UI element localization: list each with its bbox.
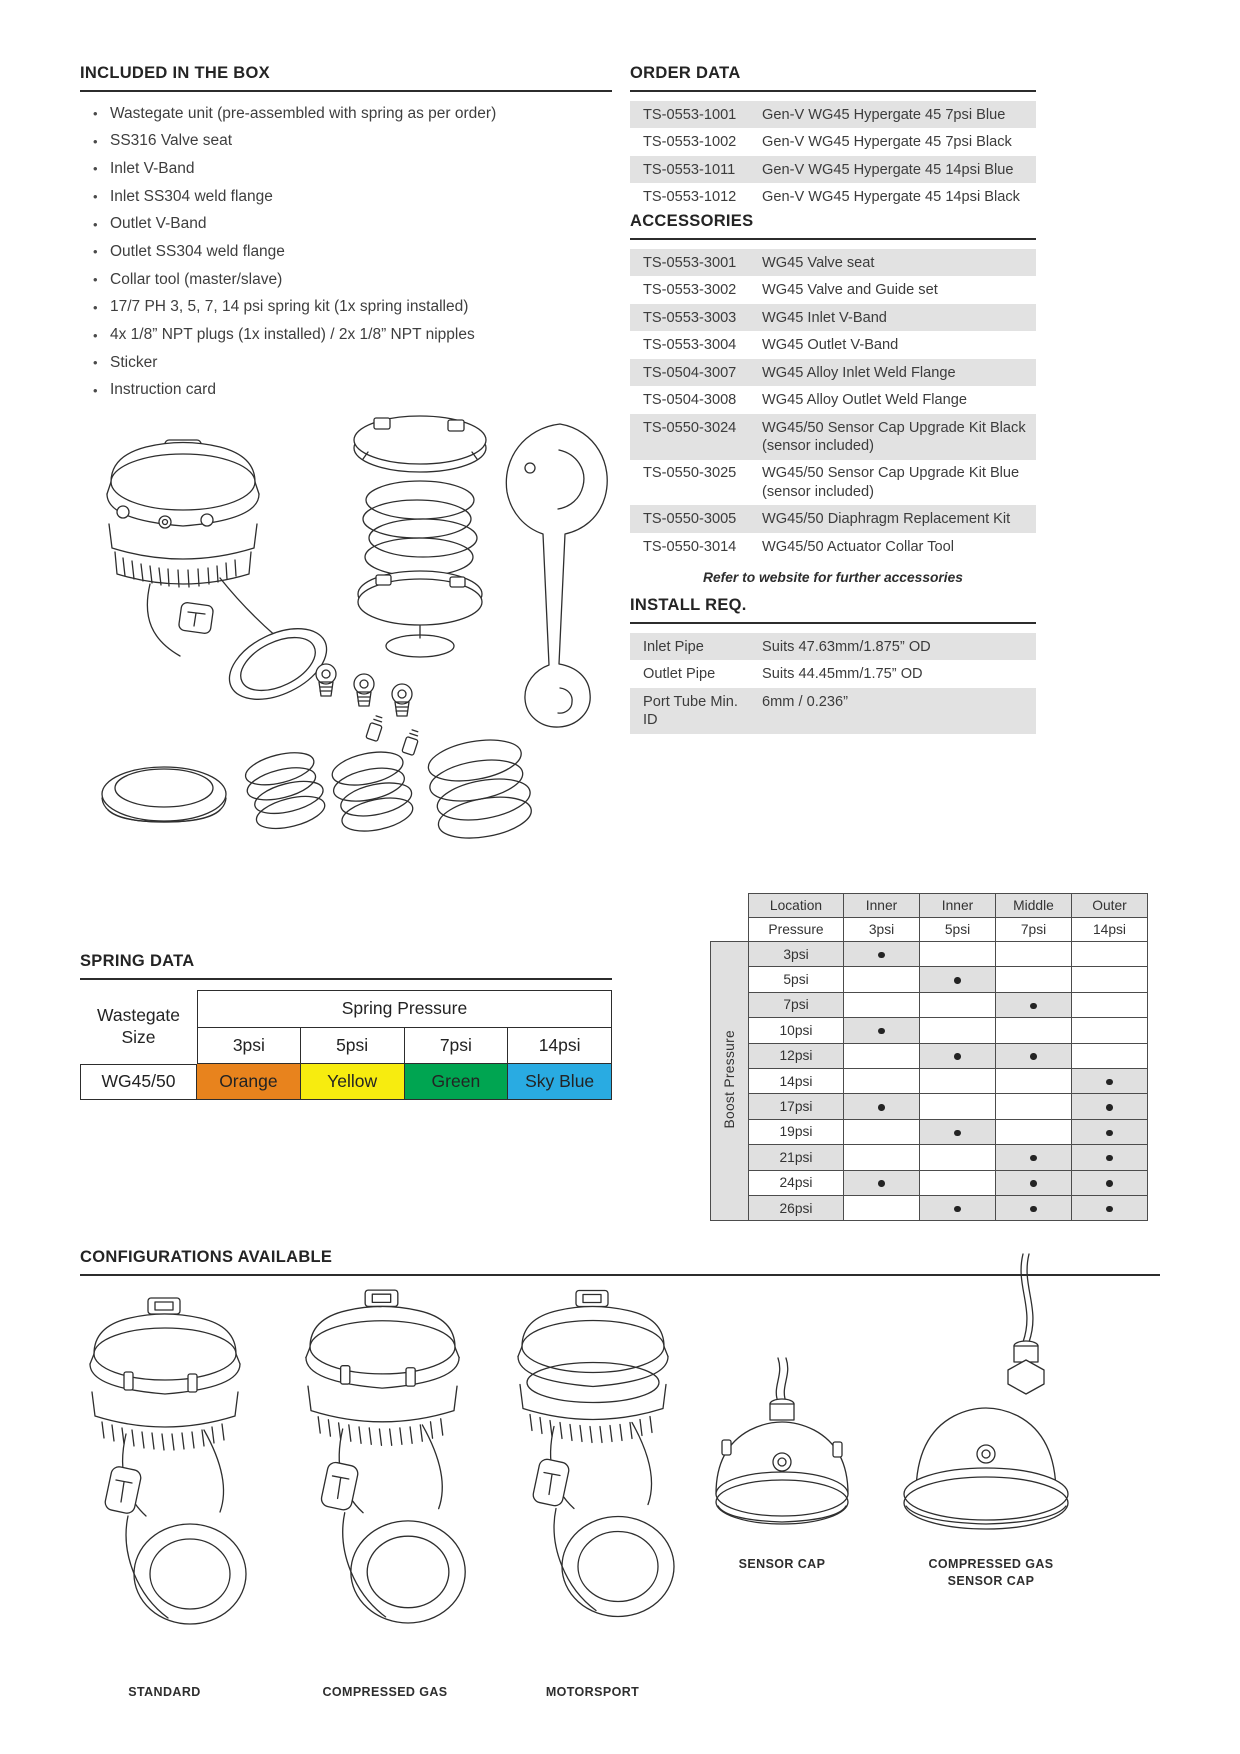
install-req-section xyxy=(630,596,1036,734)
dot-marker xyxy=(1106,1079,1113,1086)
list-item: • Inlet V-Band xyxy=(80,155,612,183)
dot-marker xyxy=(1030,1206,1037,1213)
list-item: • Wastegate unit (pre-assembled with spring as per order) xyxy=(80,100,612,128)
order-table xyxy=(630,101,1036,211)
compressed-gas-sensor-cap-drawing xyxy=(876,1246,1101,1546)
table-row xyxy=(630,633,1036,660)
install-req-heading: INSTALL REQ. xyxy=(630,596,1036,624)
accessories-heading: ACCESSORIES xyxy=(630,212,1036,240)
table-row xyxy=(630,128,1036,155)
part-desc-cell: Suits 44.45mm/1.75” OD xyxy=(762,666,923,683)
list-item: • Outlet V-Band xyxy=(80,211,612,239)
table-row xyxy=(630,249,1036,276)
dot-marker xyxy=(1106,1104,1113,1111)
list-item: • Inlet SS304 weld flange xyxy=(80,183,612,211)
spring-psi-header: 14psi xyxy=(508,1028,612,1064)
spring-color-cell: Sky Blue xyxy=(508,1064,612,1100)
dot-marker xyxy=(954,1053,961,1060)
part-desc-cell: WG45 Outlet V-Band xyxy=(762,337,899,354)
part-desc-cell: Gen-V WG45 Hypergate 45 7psi Black xyxy=(762,134,1012,151)
standard-config-drawing xyxy=(62,1292,267,1672)
list-item: • Instruction card xyxy=(80,377,612,405)
table-row xyxy=(630,533,1036,560)
table-row xyxy=(630,183,1036,210)
actuator-drawing xyxy=(107,440,338,714)
dot-marker xyxy=(1106,1155,1113,1162)
part-desc-cell: 6mm / 0.236” xyxy=(762,693,848,710)
part-code-cell: TS-0550-3025 xyxy=(643,465,737,482)
part-desc-cell: Suits 47.63mm/1.875” OD xyxy=(762,638,931,655)
list-item: • 17/7 PH 3, 5, 7, 14 psi spring kit (1x spring installed) xyxy=(80,294,612,322)
list-item: • Outlet SS304 weld flange xyxy=(80,238,612,266)
dot-marker xyxy=(878,1028,885,1035)
dot-marker xyxy=(1106,1206,1113,1213)
order-data-heading: ORDER DATA xyxy=(630,64,1036,92)
part-code-cell: Outlet Pipe xyxy=(643,666,716,683)
part-desc-cell: WG45/50 Actuator Collar Tool xyxy=(762,538,954,555)
spring-drawing-2 xyxy=(327,746,417,837)
dot-marker xyxy=(878,1104,885,1111)
table-row xyxy=(630,276,1036,303)
order-data-section xyxy=(630,64,1036,211)
part-desc-cell: WG45/50 Diaphragm Replacement Kit xyxy=(762,511,1011,528)
configurations-heading: CONFIGURATIONS AVAILABLE xyxy=(80,1248,1160,1276)
dot-marker xyxy=(1106,1130,1113,1137)
spring-color-cell: Orange xyxy=(197,1064,301,1100)
motorsport-config-drawing xyxy=(490,1282,695,1667)
spring-color-cell: Green xyxy=(405,1064,509,1100)
wastegate-size-cell: WG45/50 xyxy=(80,1064,197,1100)
part-code-cell: TS-0553-1012 xyxy=(643,189,737,206)
list-item: • Sticker xyxy=(80,349,612,377)
part-desc-cell: WG45 Alloy Outlet Weld Flange xyxy=(762,392,967,409)
table-row xyxy=(630,505,1036,532)
part-code-cell: Inlet Pipe xyxy=(643,638,704,655)
part-desc-cell: Gen-V WG45 Hypergate 45 14psi Black xyxy=(762,189,1020,206)
part-desc-cell: Gen-V WG45 Hypergate 45 14psi Blue xyxy=(762,161,1014,178)
table-row xyxy=(630,414,1036,460)
included-list xyxy=(80,100,612,405)
part-desc-cell: WG45/50 Sensor Cap Upgrade Kit Blue (sensor included) xyxy=(762,465,1020,500)
part-desc-cell: Gen-V WG45 Hypergate 45 7psi Blue xyxy=(762,106,1006,123)
spring-psi-header: 7psi xyxy=(405,1028,509,1064)
boost-matrix-wrap xyxy=(710,893,1148,1221)
dot-marker xyxy=(1030,1155,1037,1162)
table-row xyxy=(630,331,1036,358)
accessories-table xyxy=(630,249,1036,560)
spring-drawing-1 xyxy=(240,746,329,835)
table-row xyxy=(630,359,1036,386)
accessories-note: Refer to website for further accessories xyxy=(703,570,963,585)
spring-pressure-header: Spring Pressure xyxy=(197,990,612,1028)
dot-marker xyxy=(1106,1180,1113,1187)
compressed-gas-config-drawing xyxy=(276,1284,488,1672)
part-code-cell: TS-0553-1011 xyxy=(643,161,736,178)
sensor-cap-drawing xyxy=(692,1342,872,1547)
part-code-cell: TS-0553-3001 xyxy=(643,254,737,271)
config-caption-standard: STANDARD xyxy=(128,1685,201,1699)
list-item: • Collar tool (master/slave) xyxy=(80,266,612,294)
dot-marker xyxy=(1030,1053,1037,1060)
part-desc-cell: WG45 Inlet V-Band xyxy=(762,309,887,326)
list-item: • SS316 Valve seat xyxy=(80,128,612,156)
spring-data-section xyxy=(80,952,612,1100)
exploded-parts-diagram xyxy=(68,412,616,860)
dot-marker xyxy=(954,1206,961,1213)
dot-marker xyxy=(1030,1003,1037,1010)
part-code-cell: TS-0504-3008 xyxy=(643,392,737,409)
table-row xyxy=(630,101,1036,128)
dot-marker xyxy=(954,1130,961,1137)
dot-marker xyxy=(1030,1180,1037,1187)
table-row xyxy=(630,304,1036,331)
part-code-cell: TS-0553-3003 xyxy=(643,309,737,326)
included-section xyxy=(80,64,612,405)
table-row xyxy=(630,688,1036,734)
spring-data-heading: SPRING DATA xyxy=(80,952,612,980)
spring-table xyxy=(80,990,612,1100)
part-code-cell: TS-0550-3014 xyxy=(643,538,737,555)
table-row xyxy=(630,156,1036,183)
part-code-cell: Port Tube Min. ID xyxy=(643,693,738,728)
part-code-cell: TS-0550-3024 xyxy=(643,419,737,436)
dot-marker xyxy=(954,977,961,984)
table-row xyxy=(630,386,1036,413)
config-caption-sensor-cap: SENSOR CAP xyxy=(738,1557,826,1571)
collar-tool-drawing xyxy=(506,424,607,727)
spring-color-cell: Yellow xyxy=(301,1064,405,1100)
config-caption-compressed-gas-sensor-cap: COMPRESSED GAS SENSOR CAP xyxy=(928,1557,1054,1588)
valve-seat-drawing xyxy=(102,767,226,822)
boost-pressure-vertical-label: Boost Pressure xyxy=(722,1030,737,1129)
part-code-cell: TS-0550-3005 xyxy=(643,511,737,528)
part-desc-cell: WG45 Valve seat xyxy=(762,254,875,271)
accessories-section xyxy=(630,212,1036,560)
part-code-cell: TS-0504-3007 xyxy=(643,364,737,381)
part-desc-cell: WG45/50 Sensor Cap Upgrade Kit Black (sensor included) xyxy=(762,419,1026,454)
list-item: • 4x 1/8” NPT plugs (1x installed) / 2x 1/8” NPT nipples xyxy=(80,322,612,350)
part-code-cell: TS-0553-3004 xyxy=(643,337,737,354)
wastegate-size-corner-cell: Wastegate Size xyxy=(96,1005,180,1047)
dot-marker xyxy=(878,952,885,959)
included-heading: INCLUDED IN THE BOX xyxy=(80,64,612,92)
part-code-cell: TS-0553-1002 xyxy=(643,134,737,151)
spring-drawing-3 xyxy=(423,733,536,845)
part-desc-cell: WG45 Alloy Inlet Weld Flange xyxy=(762,364,956,381)
vband-and-springs-drawing xyxy=(354,416,486,657)
dot-marker xyxy=(878,1180,885,1187)
config-caption-motorsport: MOTORSPORT xyxy=(545,1685,640,1699)
part-code-cell: TS-0553-1001 xyxy=(643,106,737,123)
install-table xyxy=(630,633,1036,734)
config-caption-compressed-gas: COMPRESSED GAS xyxy=(322,1685,448,1699)
table-row xyxy=(630,460,1036,506)
table-row xyxy=(630,660,1036,687)
spring-psi-header: 5psi xyxy=(301,1028,405,1064)
part-code-cell: TS-0553-3002 xyxy=(643,282,737,299)
spring-psi-header: 3psi xyxy=(197,1028,301,1064)
boost-matrix-table: Location Inner Inner Middle Outer Pressure 3psi 5psi 7psi 14psi Boost Pressure 3psi 5psi 7psi 10psi 12psi 14psi 17psi 19psi 21psi 24psi 26psi xyxy=(710,893,1148,1221)
part-desc-cell: WG45 Valve and Guide set xyxy=(762,282,938,299)
plugs-and-nipples-drawing xyxy=(316,664,421,755)
